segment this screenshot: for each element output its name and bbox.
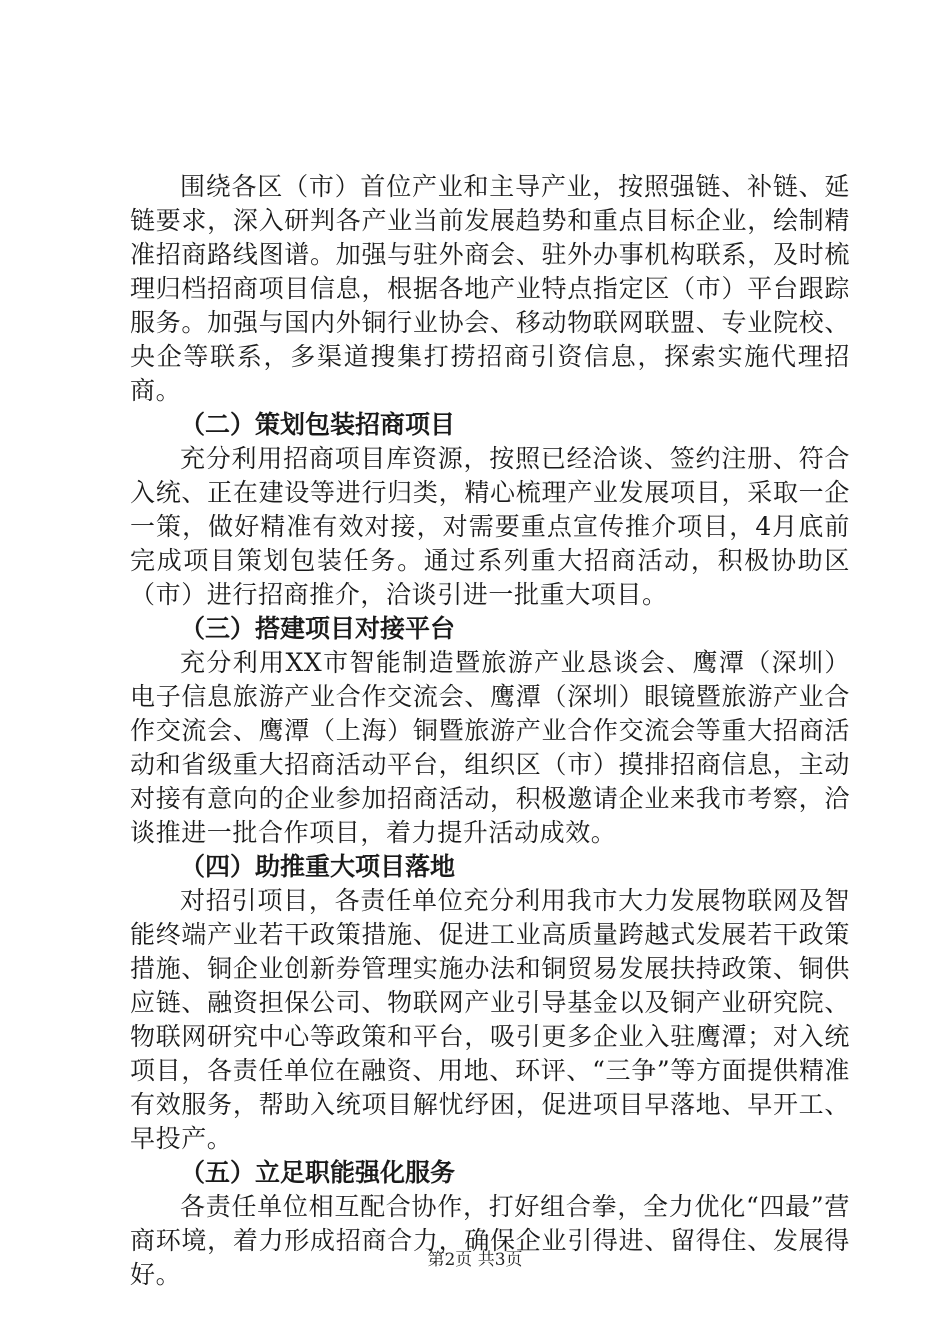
section-heading-5: （五）立足职能强化服务 xyxy=(180,1158,456,1187)
paragraph-section-5: 各责任单位相互配合协作，打好组合拳，全力优化“四最”营商环境，着力形成招商合力，确保企业引得进、留得住、发展得好。 xyxy=(130,1192,850,1289)
paragraph-intro: 围绕各区（市）首位产业和主导产业，按照强链、补链、延链要求，深入研判各产业当前发展趋势和重点目标企业，绘制精准招商路线图谱。加强与驻外商会、驻外办事机构联系，及时梳理归档招商项目信息，根据各地产业特点指定区（市）平台跟踪服务。加强与国内外铜行业协会、移动物联网联盟、专业院校、央企等联系，多渠道搜集打捞招商引资信息，探索实施代理招商。 xyxy=(130,172,850,405)
paragraph-section-2: 充分利用招商项目库资源，按照已经洽谈、签约注册、符合入统、正在建设等进行归类，精心梳理产业发展项目，采取一企一策，做好精准有效对接，对需要重点宣传推介项目，4月底前完成项目策划包装任务。通过系列重大招商活动，积极协助区（市）进行招商推介，洽谈引进一批重大项目。 xyxy=(130,444,850,609)
document-body xyxy=(130,170,850,1292)
section-heading-4: （四）助推重大项目落地 xyxy=(180,852,456,881)
paragraph-section-3: 充分利用XX市智能制造暨旅游产业恳谈会、鹰潭（深圳）电子信息旅游产业合作交流会、鹰潭（深圳）眼镜暨旅游产业合作交流会、鹰潭（上海）铜暨旅游产业合作交流会等重大招商活动和省级重大招商活动平台，组织区（市）摸排招商信息，主动对接有意向的企业参加招商活动，积极邀请企业来我市考察，洽谈推进一批合作项目，着力提升活动成效。 xyxy=(130,648,850,847)
section-heading-2: （二）策划包装招商项目 xyxy=(180,410,456,439)
page-number-footer: 第2页 共3页 xyxy=(427,1250,523,1270)
section-heading-3: （三）搭建项目对接平台 xyxy=(180,614,456,643)
paragraph-section-4: 对招引项目，各责任单位充分利用我市大力发展物联网及智能终端产业若干政策措施、促进工业高质量跨越式发展若干政策措施、铜企业创新券管理实施办法和铜贸易发展扶持政策、铜供应链、融资担保公司、物联网产业引导基金以及铜产业研究院、物联网研究中心等政策和平台，吸引更多企业入驻鹰潭；对入统项目，各责任单位在融资、用地、环评、“三争”等方面提供精准有效服务，帮助入统项目解忧纾困，促进项目早落地、早开工、早投产。 xyxy=(130,886,850,1153)
